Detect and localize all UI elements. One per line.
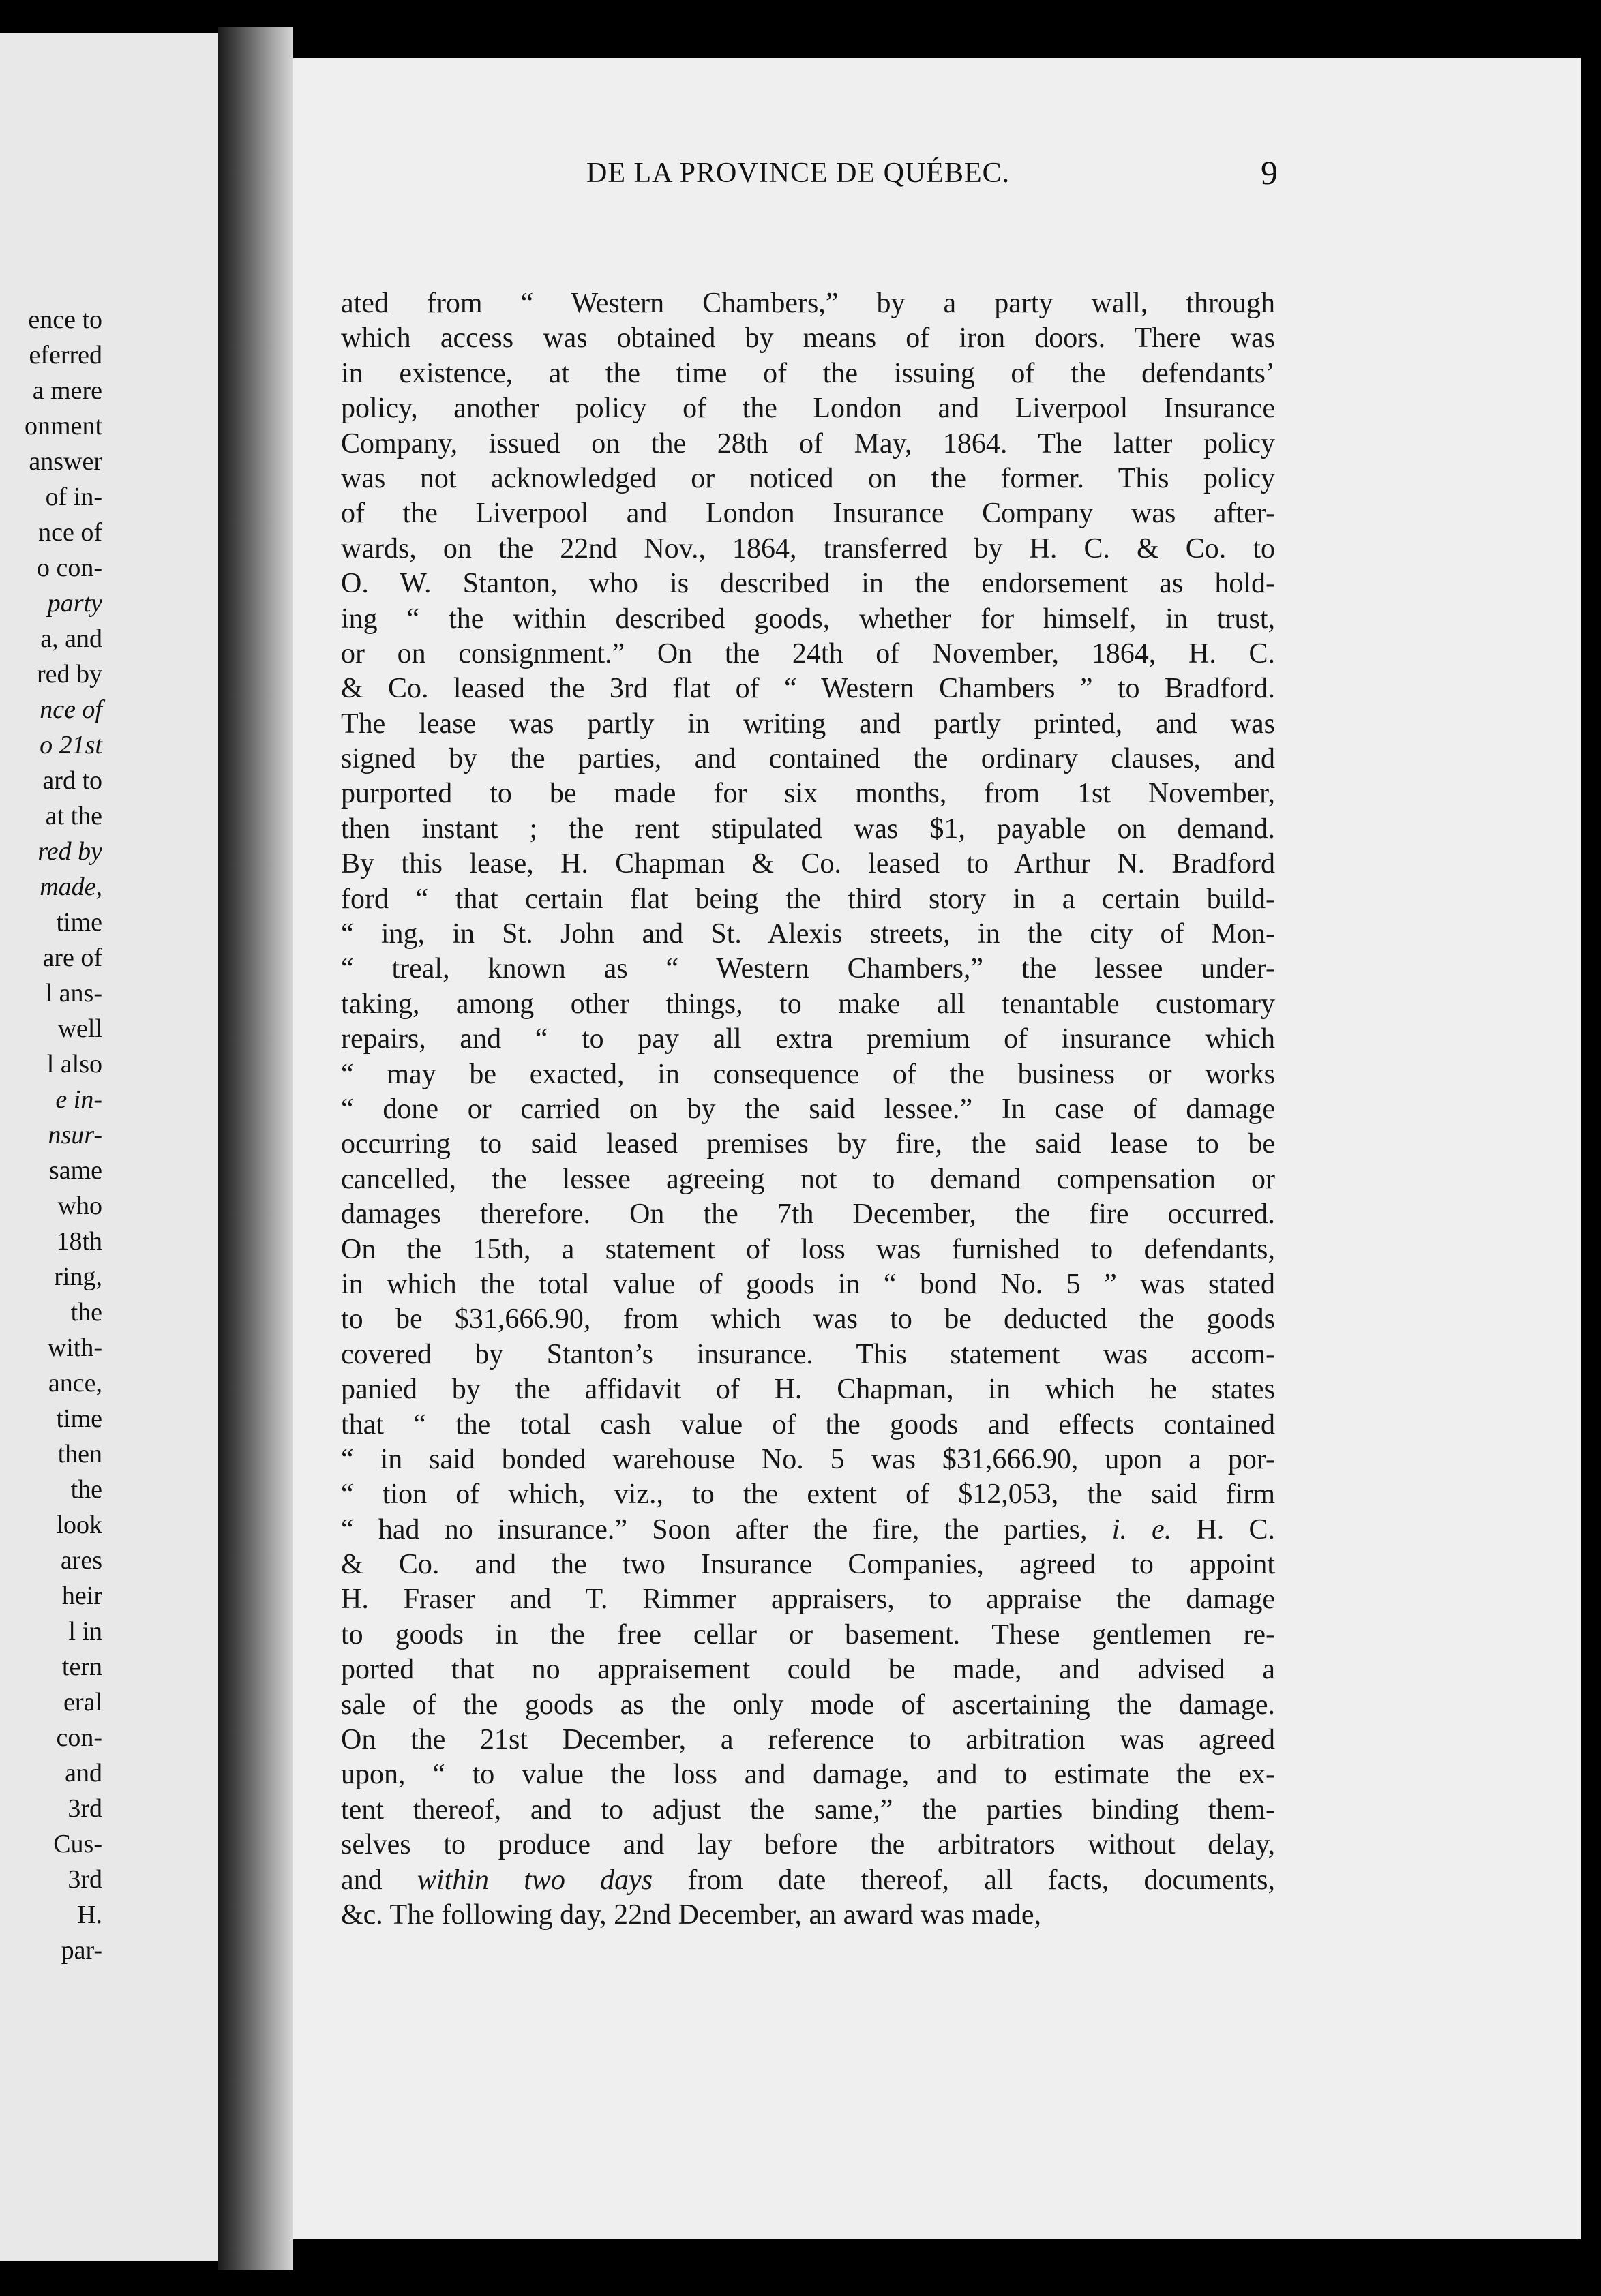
left-page-line: the (70, 1298, 102, 1327)
body-line: O. W. Stanton, who is described in the endorsement as hold- (341, 568, 1275, 600)
body-line: damages therefore. On the 7th December, the fire occurred. (341, 1198, 1275, 1230)
body-line: H. Fraser and T. Rimmer appraisers, to appraise the damage (341, 1584, 1275, 1616)
body-line: ated from “ Western Chambers,” by a party wall, through (341, 288, 1275, 319)
left-page-line: made, (40, 873, 102, 901)
left-page-line: 3rd (68, 1865, 102, 1894)
left-page-fragment (0, 33, 218, 2261)
book-gutter-shadow (218, 27, 293, 2270)
body-line: ford “ that certain flat being the third story in a certain build- (341, 883, 1275, 915)
left-page-line: time (56, 908, 102, 937)
left-page-line: red by (36, 660, 102, 689)
body-line: selves to produce and lay before the arbitrators without delay, (341, 1829, 1275, 1861)
body-line: signed by the parties, and contained the ordinary clauses, and (341, 743, 1275, 775)
body-line: sale of the goods as the only mode of ascertaining the damage. (341, 1689, 1275, 1721)
body-line: On the 21st December, a reference to arbitration was agreed (341, 1724, 1275, 1756)
body-line: covered by Stanton’s insurance. This statement was accom- (341, 1338, 1275, 1370)
left-page-line: then (57, 1440, 102, 1468)
body-line: of the Liverpool and London Insurance Company was after- (341, 498, 1275, 530)
left-page-line: ring, (54, 1263, 102, 1291)
left-page-line: l in (68, 1617, 102, 1646)
left-page-line: well (57, 1014, 102, 1043)
body-line: wards, on the 22nd Nov., 1864, transferred by H. C. & Co. to (341, 532, 1275, 564)
left-page-line: at the (45, 802, 102, 830)
body-line: Company, issued on the 28th of May, 1864. The latter policy (341, 427, 1275, 459)
body-line: repairs, and “ to pay all extra premium of insurance which (341, 1023, 1275, 1055)
body-line: On the 15th, a statement of loss was furnished to defendants, (341, 1233, 1275, 1265)
body-line: “ tion of which, viz., to the extent of $12,053, the said firm (341, 1479, 1275, 1511)
left-page-line: party (47, 589, 102, 618)
left-page-line: H. (77, 1901, 102, 1929)
body-line: or on consignment.” On the 24th of November, 1864, H. C. (341, 637, 1275, 669)
left-page-line: with- (47, 1333, 102, 1362)
left-page-line: l also (46, 1050, 102, 1078)
left-page-line: a mere (32, 376, 102, 405)
left-page-line: o 21st (40, 731, 102, 759)
left-page-line: nce of (38, 518, 102, 547)
body-line: The lease was partly in writing and partly printed, and was (341, 708, 1275, 740)
body-text (341, 286, 1275, 1933)
left-page-line: eral (63, 1688, 102, 1717)
body-line: By this lease, H. Chapman & Co. leased to Arthur N. Bradford (341, 848, 1275, 880)
body-line: taking, among other things, to make all tenantable customary (341, 988, 1275, 1020)
body-line: that “ the total cash value of the goods and effects contained (341, 1408, 1275, 1440)
running-title: DE LA PROVINCE DE QUÉBEC. (586, 157, 1011, 189)
left-page-line: same (48, 1156, 102, 1185)
left-page-line: red by (38, 837, 102, 866)
body-line: ing “ the within described goods, whether for himself, in trust, (341, 603, 1275, 635)
body-line: then instant ; the rent stipulated was $1, payable on demand. (341, 813, 1275, 845)
left-page-line: ares (60, 1546, 102, 1575)
body-line: to goods in the free cellar or basement. These gentlemen re- (341, 1618, 1275, 1650)
left-page-line: eferred (29, 341, 102, 369)
body-line: & Co. and the two Insurance Companies, agreed to appoint (341, 1549, 1275, 1581)
left-page-line: time (56, 1404, 102, 1433)
left-page-line: look (56, 1511, 102, 1539)
body-line: “ may be exacted, in consequence of the business or works (341, 1058, 1275, 1090)
body-line: upon, “ to value the loss and damage, and to estimate the ex- (341, 1759, 1275, 1791)
left-page-line: and (65, 1759, 102, 1787)
left-page-line: ence to (28, 305, 102, 334)
body-line: occurring to said leased premises by fire, the said lease to be (341, 1128, 1275, 1160)
body-line: in existence, at the time of the issuing of the defendants’ (341, 357, 1275, 389)
body-line: &c. The following day, 22nd December, an award was made, (341, 1899, 1041, 1931)
left-page-line: a, and (40, 624, 102, 653)
body-line: “ had no insurance.” Soon after the fire, the parties, i. e. H. C. (341, 1513, 1275, 1545)
body-line: & Co. leased the 3rd flat of “ Western Chambers ” to Bradford. (341, 673, 1275, 705)
page-number: 9 (1261, 153, 1278, 192)
body-line: policy, another policy of the London and Liverpool Insurance (341, 393, 1275, 425)
left-page-line: e in- (55, 1085, 102, 1114)
body-line: tent thereof, and to adjust the same,” the parties binding them- (341, 1794, 1275, 1826)
left-page-line: o con- (36, 554, 102, 582)
left-page-line: Cus- (53, 1830, 102, 1858)
left-page-line: the (70, 1475, 102, 1504)
left-page-line: tern (61, 1652, 102, 1681)
left-page-line: par- (61, 1936, 102, 1965)
body-line: was not acknowledged or noticed on the former. This policy (341, 462, 1275, 494)
body-line: in which the total value of goods in “ bond No. 5 ” was stated (341, 1268, 1275, 1300)
body-line: “ treal, known as “ Western Chambers,” the lessee under- (341, 953, 1275, 985)
body-line: ported that no appraisement could be made, and advised a (341, 1654, 1275, 1686)
left-page-line: are of (42, 943, 102, 972)
left-page-line: nce of (40, 695, 102, 724)
body-line: cancelled, the lessee agreeing not to demand compensation or (341, 1163, 1275, 1195)
left-page-line: of in- (45, 483, 102, 511)
left-page-line: answer (29, 447, 102, 476)
left-page-line: 18th (56, 1227, 102, 1256)
left-page-line: l ans- (45, 979, 102, 1008)
body-line: to be $31,666.90, from which was to be deducted the goods (341, 1303, 1275, 1335)
left-page-line: heir (61, 1582, 102, 1610)
left-page-line: ard to (42, 766, 102, 795)
left-page-line: onment (25, 412, 102, 440)
body-line: “ done or carried on by the said lessee.” In case of damage (341, 1093, 1275, 1125)
body-line: panied by the affidavit of H. Chapman, in which he states (341, 1374, 1275, 1406)
left-page-line: nsur- (48, 1121, 102, 1149)
left-page-line: who (57, 1192, 102, 1220)
left-page-line: 3rd (68, 1794, 102, 1823)
body-line: which access was obtained by means of iron doors. There was (341, 322, 1275, 354)
left-page-line: con- (56, 1723, 102, 1752)
body-line: and within two days from date thereof, all facts, documents, (341, 1864, 1275, 1896)
body-line: purported to be made for six months, from 1st November, (341, 778, 1275, 810)
left-page-line: ance, (48, 1369, 102, 1398)
body-line: “ ing, in St. John and St. Alexis streets, in the city of Mon- (341, 918, 1275, 950)
body-line: “ in said bonded warehouse No. 5 was $31,666.90, upon a por- (341, 1443, 1275, 1475)
